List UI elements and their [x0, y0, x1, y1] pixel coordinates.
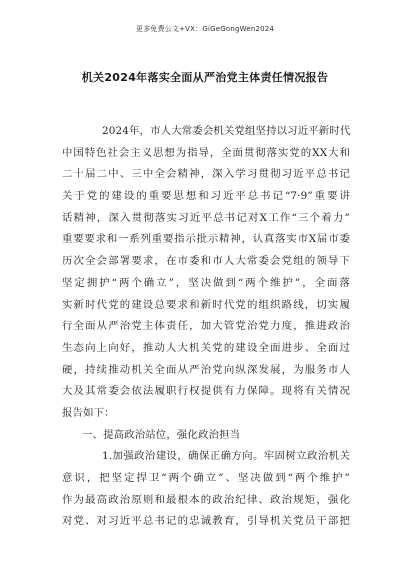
- paragraph-line: 中国特色社会主义思想为指导，全面贯彻落实党的XX大和: [62, 146, 350, 159]
- paragraph-line: 重要要求和一系列重要指示批示精神，认真落实市X届市委: [62, 233, 350, 246]
- document-title: 机关2024年落实全面从严治党主体责任情况报告: [81, 71, 329, 84]
- paragraph-line: 大及其常委会依法履职行权提供有力保障。现将有关情况: [62, 385, 350, 398]
- subsection-line: 1.加强政治建设，确保正确方向。牢固树立政治机关: [102, 450, 350, 463]
- paragraph-line: 二十届二中、三中全会精神，深入学习贯彻习近平总书记: [62, 168, 350, 181]
- paragraph-line: 报告如下：: [62, 406, 115, 419]
- document-body: [62, 121, 350, 533]
- paragraph-line: 坚定拥护“两个确立”，坚决做到“两个维护”，全面落: [62, 276, 350, 289]
- subsection-line: 对党、对习近平总书记的忠诚教育，引导机关党员干部把: [62, 515, 350, 528]
- section-heading: 一、提高政治站位，强化政治担当: [82, 428, 241, 441]
- paragraph-line: 行全面从严治党主体责任，加大管党治党力度，推进政治: [62, 320, 350, 333]
- paragraph-line: 历次全会部署要求，在市委和市人大常委会党组的领导下: [62, 255, 350, 268]
- subsection-line: 意识，把坚定捍卫“两个确立”、坚决做到“两个维护”: [62, 472, 350, 484]
- paragraph-line: 生态向上向好，推动人大机关党的建设全面进步、全面过: [62, 341, 350, 354]
- paragraph-line: 2024年，市人大常委会机关党组坚持以习近平新时代: [102, 125, 350, 137]
- subsection-line: 作为最高政治原则和最根本的政治纪律、政治规矩，强化: [62, 493, 350, 506]
- paragraph-line: 硬，持续推动机关全面从严治党向纵深发展，为服务市人: [62, 363, 350, 376]
- header-note: 更多免费公文+VX：GiGeGongWen2024: [135, 25, 275, 33]
- paragraph-line: 话精神，深入贯彻落实习近平总书记对X工作“三个着力”: [62, 211, 350, 224]
- paragraph-line: 实新时代党的建设总要求和新时代党的组织路线，切实履: [62, 298, 350, 311]
- paragraph-line: 关于党的建设的重要思想和习近平总书记“7·9”重要讲: [62, 190, 350, 203]
